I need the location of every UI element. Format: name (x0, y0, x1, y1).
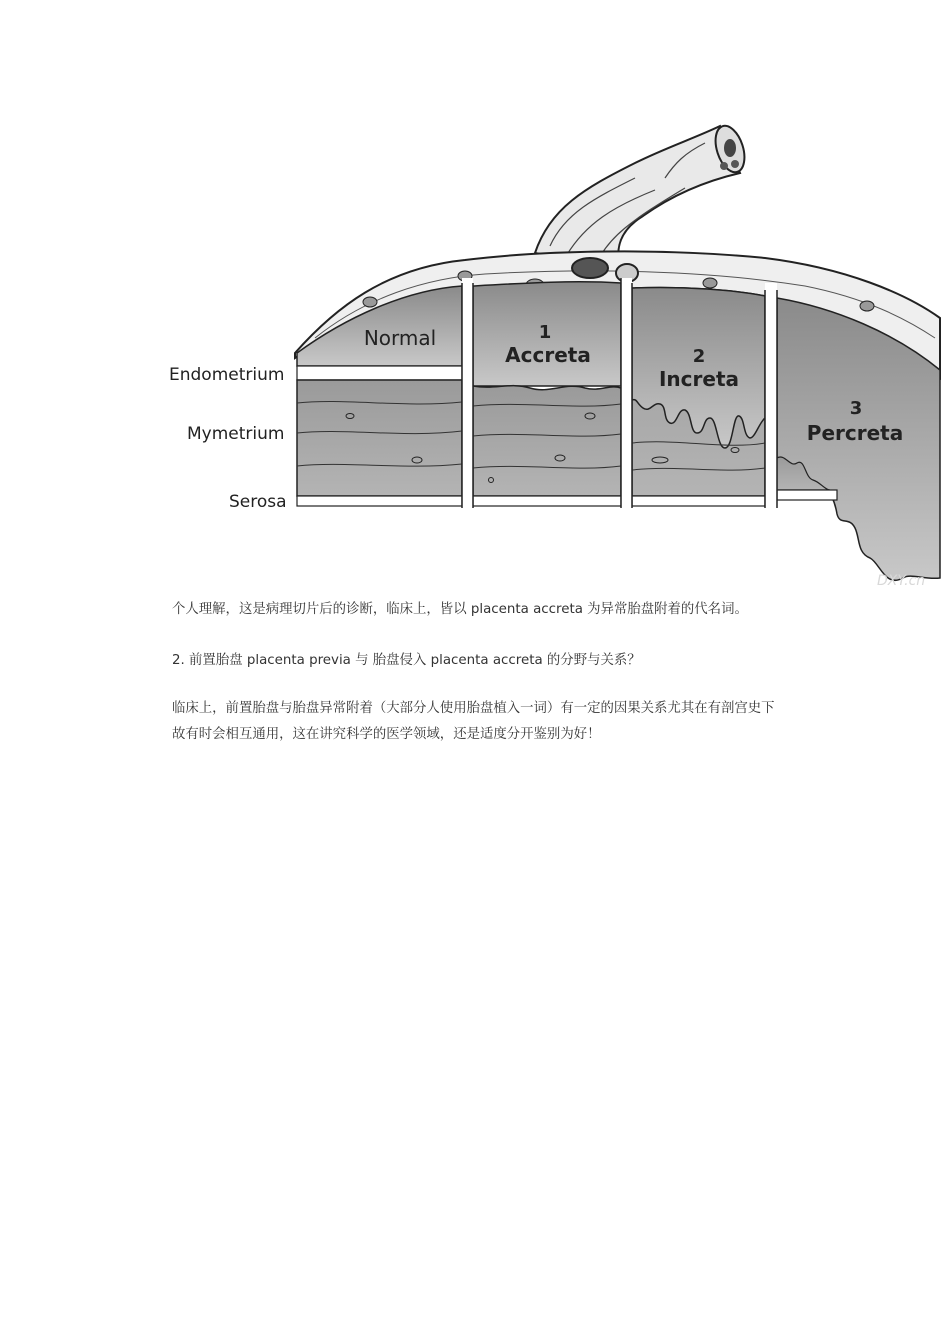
panel-percreta-name: Percreta (806, 421, 904, 445)
label-mymetrium: Mymetrium (187, 424, 285, 444)
paragraph-pathology-note: 个人理解，这是病理切片后的诊断，临床上，皆以 placenta accreta 为异常胎盘附着的代名词。 (172, 602, 748, 617)
label-endometrium: Endometrium (169, 365, 285, 385)
paragraph-clinical-line-1: 临床上，前置胎盘与胎盘异常附着（大部分人使用胎盘植入一词）有一定的因果关系尤其在有剖宫史下 (172, 701, 775, 716)
panel-accreta-name: Accreta (505, 343, 591, 367)
umbilical-cord (535, 122, 750, 268)
panel-increta (632, 287, 765, 506)
label-serosa: Serosa (229, 492, 287, 512)
panel-percreta-number: 3 (849, 398, 863, 419)
watermark: DXY.cn (877, 573, 926, 589)
panel-accreta (473, 282, 621, 506)
placenta-accreta-diagram (165, 118, 945, 596)
panel-normal (297, 286, 462, 506)
panel-increta-name: Increta (658, 367, 740, 391)
paragraph-clinical-line-2: 故有时会相互通用，这在讲究科学的医学领域，还是适度分开鉴别为好！ (172, 727, 601, 742)
paragraph-clinical-note (172, 696, 775, 748)
panel-normal-name: Normal (363, 326, 437, 350)
panel-increta-number: 2 (692, 346, 706, 367)
panel-accreta-number: 1 (538, 322, 552, 343)
paragraph-question-heading: 2. 前置胎盘 placenta previa 与 胎盘侵入 placenta accreta 的分野与关系？ (172, 653, 641, 668)
